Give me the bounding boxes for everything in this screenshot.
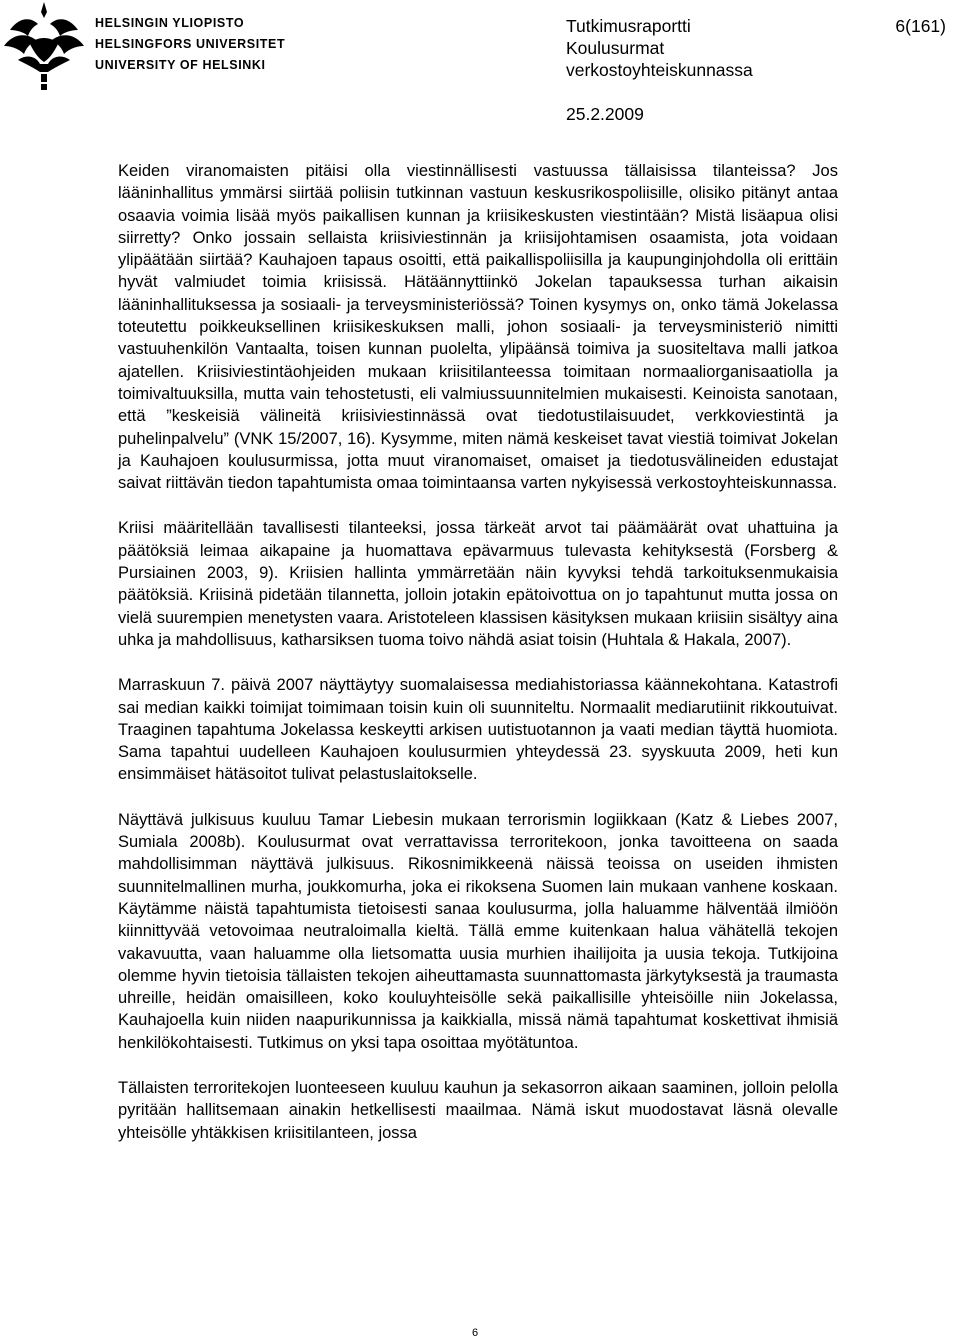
report-title: Tutkimusraportti <box>566 16 691 36</box>
footer-page-number: 6 <box>472 1327 479 1339</box>
body-paragraph: Kriisi määritellään tavallisesti tilanteeksi, jossa tärkeät arvot tai päämäärät ovat uhattuina ja päätöksiä leimaa aikapaine ja huomattava epävarmuus tulevasta kehityksestä (Forsberg & Pursiainen 2003, 9). Kriisien hallinta ymmärretään näin kyvyksi tehdä tarkoituksenmukaisia päätöksiä. Kriisinä pidetään tilannetta, jolloin jotakin epätoivottua on jo tapahtunut mutta jossa on vielä suurempien menetysten vaara. Aristoteleen klassisen käsityksen mukaan kriisiin sisältyy aina uhka ja mahdollisuus, katharsiksen tuoma toivo nähdä asiat toisin (Huhtala & Hakala, 2007). <box>118 519 838 649</box>
report-subtitle-line2: verkostoyhteiskunnassa <box>566 60 753 80</box>
body-paragraph: Tällaisten terroritekojen luonteeseen kuuluu kauhun ja sekasorron aikaan saaminen, jolloin pelolla pyritään hallitsemaan ainakin hetkellisesti maailmaa. Nämä iskut muodostavat läsnä olevalle yhteisölle yhtäkkisen kriisitilanteen, jossa <box>118 1078 838 1142</box>
body-paragraph: Keiden viranomaisten pitäisi olla viestinnällisesti vastuussa tällaisissa tilanteissa? Jos lääninhallitus ymmärsi siirtää poliisin tutkinnan vastuun keskusrikospoliisille, olisiko pitänyt antaa osaavia voimia lisää myös paikallisen kunnan ja kriisikeskusten viestintään? Mistä lisäapua olisi siirretty? Onko jossain sellaista kriisiviestinnän ja kriisijohtamisen osaamista, jota voidaan ylipäätään siirtää? Kauhajoen tapaus osoitti, että paikallispoliisilla ja kaupunginjohdolla oli erittäin hyvät valmiudet toimia kriisissä. Hätäännyttiinkö Jokelan tapauksessa turhan aikaisin lääninhallituksessa ja sosiaali- ja terveysministeriössä? Toinen kysymys on, onko tämä Jokelassa toteutettu poikkeuksellinen kriisikeskuksen malli, johon sosiaali- ja terveysministeriö nimitti vastuuhenkilön Vantaalta, toisen kunnan puolelta, ylipäänsä toimiva ja suositeltava malli jatkoa ajatellen. Kriisiviestintäohjeiden mukaan kriisitilanteessa toimitaan normaaliorganisaatiolla ja toimivaltuuksilla, mutta vain tehostetusti, eli valmiussuunnitelmien mukaisesti. Keinoista sanotaan, että ”keskeisiä välineitä kriisiviestinnässä ovat tiedotustilaisuudet, verkkoviestintä ja puhelinpalvelu” (VNK 15/2007, 16). Kysymme, miten nämä keskeiset tavat viestiä toimivat Jokelan ja Kauhajoen koulusurmissa, jotta muut viranomaiset, omaiset ja tiedotusvälineiden edustajat saivat riittävän tiedon tapahtumista omaa toimintaansa varten nykyisessä verkostoyhteiskunnassa. <box>118 162 838 493</box>
report-date: 25.2.2009 <box>566 104 644 124</box>
university-logo <box>0 0 286 95</box>
page-indicator: 6(161) <box>895 16 946 36</box>
body-paragraph: Marraskuun 7. päivä 2007 näyttäytyy suomalaisessa mediahistoriassa käännekohtana. Katastrofi sai median kaikki toimijat toimimaan toisin kuin oli suunniteltu. Normaalit mediarutiinit rikkoutuivat. Traaginen tapahtuma Jokelassa keskeytti arkisen uutistuotannon ja vaati median täyttä huomiota. Sama tapahtui uudelleen Kauhajoen koulusurmien yhteydessä 23. syyskuuta 2009, heti kun ensimmäiset hätäsoitot tulivat pelastuslaitokselle. <box>118 676 838 784</box>
report-header <box>566 15 753 81</box>
document-body <box>118 160 838 1167</box>
university-name-en: UNIVERSITY OF HELSINKI <box>95 58 266 72</box>
report-subtitle-line1: Koulusurmat <box>566 38 665 58</box>
university-name-sv: HELSINGFORS UNIVERSITET <box>95 37 286 51</box>
flame-torch-emblem-icon <box>0 0 90 95</box>
body-paragraph: Näyttävä julkisuus kuuluu Tamar Liebesin mukaan terrorismin logiikkaan (Katz & Liebes 2007, Sumiala 2008b). Koulusurmat ovat verrattavissa terroritekoon, jonka tavoitteena on saada mahdollisimman näyttävä julkisuus. Rikosnimikkeenä näissä teoissa on useiden ihmisten suunnitelmallinen murha, joukkomurha, joka ei rikoksena Suomen lain mukaan vanhene koskaan. Käytämme näistä tapahtumista tietoisesti sanaa koulusurma, jolla haluamme hälventää ilmiöön kiinnittyvää vetovoimaa neutraloimalla kieltä. Tällä emme kuitenkaan halua vähätellä tekojen vakavuutta, vaan haluamme olla lietsomatta uusia murhien ihailijoita ja uusia tekoja. Tutkijoina olemme hyvin tietoisia tällaisten tekojen aiheuttamasta suunnattomasta järkytyksestä ja traumasta uhreille, heidän omaisilleen, koko kouluyhteisölle sekä paikallisille yhteisöille niin Jokelassa, Kauhajoella kuin niiden naapurikunnissa ja kaikkialla, missä nämä tapahtumat koskettivat ihmisiä henkilökohtaisesti. Tutkimus on yksi tapa osoittaa myötätuntoa. <box>118 810 838 1052</box>
university-name-fi: HELSINGIN YLIOPISTO <box>95 16 245 30</box>
